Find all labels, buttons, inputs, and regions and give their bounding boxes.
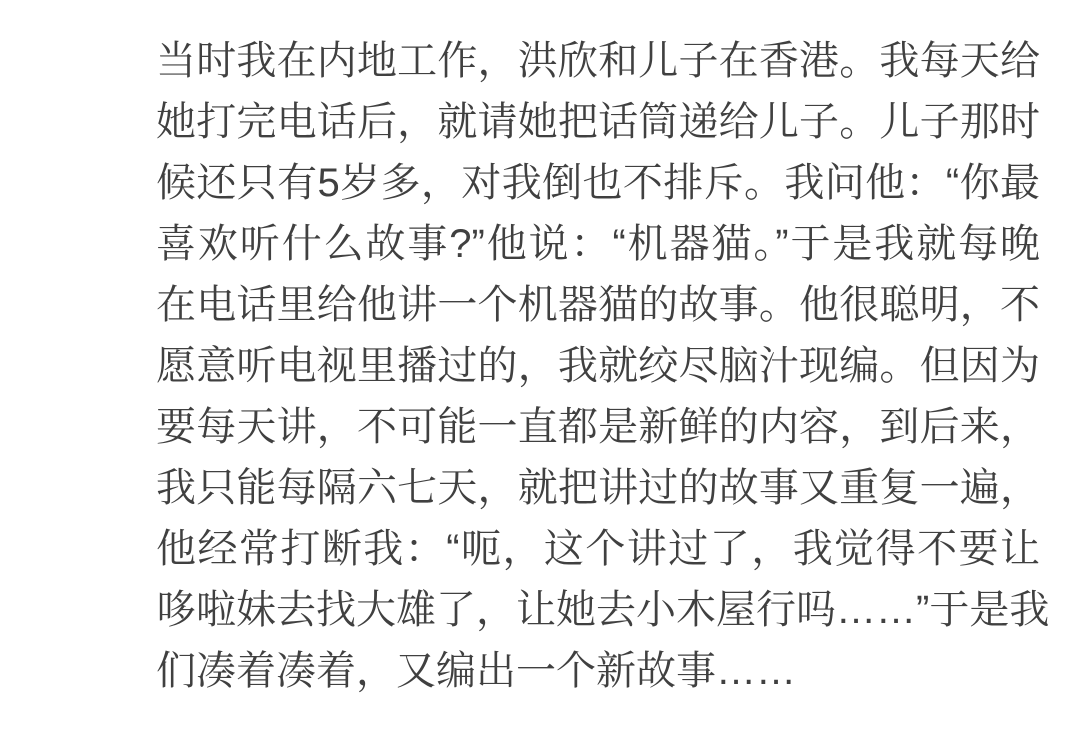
text-line: 他经常打断我：“呃，这个讲过了，我觉得不要让 bbox=[156, 527, 1040, 571]
text-line: 我只能每隔六七天，就把讲过的故事又重复一遍， bbox=[156, 466, 1040, 510]
text-line: 们凑着凑着，又编出一个新故事…… bbox=[156, 649, 796, 693]
text-line: 哆啦妹去找大雄了，让她去小木屋行吗……”于是我 bbox=[156, 588, 1050, 632]
text-line: 喜欢听什么故事?”他说：“机器猫。”于是我就每晚 bbox=[156, 222, 1040, 266]
text-line: 候还只有5岁多，对我倒也不排斥。我问他：“你最 bbox=[156, 161, 1040, 205]
text-line: 她打完电话后，就请她把话筒递给儿子。儿子那时 bbox=[156, 100, 1040, 144]
text-line: 当时我在内地工作，洪欣和儿子在香港。我每天给 bbox=[156, 39, 1040, 83]
text-line: 在电话里给他讲一个机器猫的故事。他很聪明，不 bbox=[156, 283, 1040, 327]
article-text-block bbox=[156, 31, 1050, 702]
text-line: 愿意听电视里播过的，我就绞尽脑汁现编。但因为 bbox=[156, 344, 1040, 388]
text-line: 要每天讲，不可能一直都是新鲜的内容，到后来， bbox=[156, 405, 1040, 449]
